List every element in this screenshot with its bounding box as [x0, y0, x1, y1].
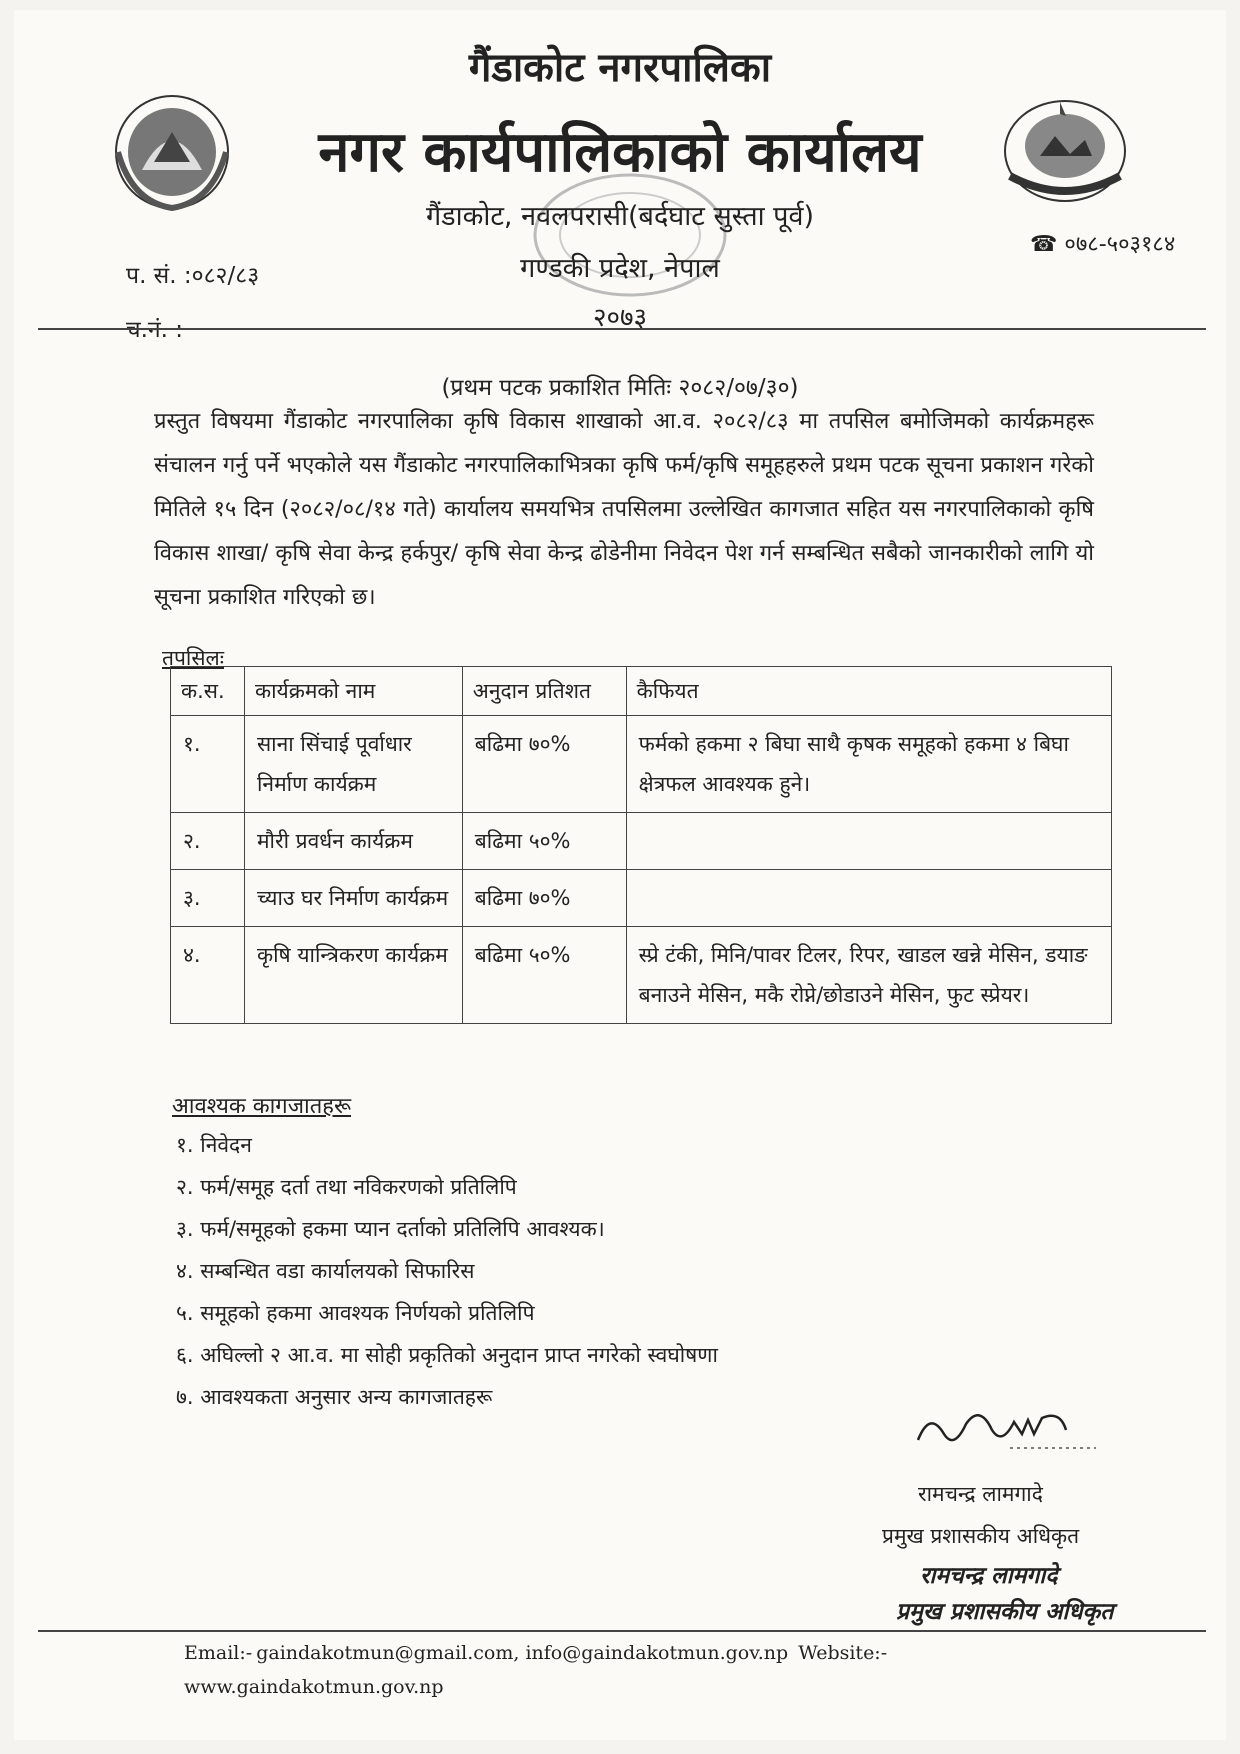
list-item: ४. सम्बन्धित वडा कार्यालयको सिफारिस	[176, 1259, 475, 1283]
serial-cell: ४.	[171, 927, 245, 1024]
reference-number: प. सं. :०८२/८३	[126, 263, 260, 289]
documents-heading: आवश्यक कागजातहरू	[172, 1094, 352, 1119]
table-header-row	[171, 667, 1112, 716]
stamp-title: प्रमुख प्रशासकीय अधिकृत	[896, 1599, 1114, 1625]
list-item: ६. अघिल्लो २ आ.व. मा सोही प्रकृतिको अनुदान प्राप्त नगरेको स्वघोषणा	[176, 1343, 718, 1367]
serial-cell: १.	[171, 716, 245, 813]
program-name-cell: साना सिंचाई पूर्वाधार निर्माण कार्यक्रम	[244, 716, 462, 813]
program-name-cell: मौरी प्रवर्धन कार्यक्रम	[244, 813, 462, 870]
stamp-name: रामचन्द्र लामगादे	[920, 1563, 1058, 1589]
signatory-title: प्रमुख प्रशासकीय अधिकृत	[882, 1524, 1080, 1548]
program-name-cell: कृषि यान्त्रिकरण कार्यक्रम	[244, 927, 462, 1024]
website-label: Website:-	[798, 1642, 888, 1664]
municipality-name: गैंडाकोट नगरपालिका	[468, 45, 772, 91]
table-row	[171, 927, 1112, 1024]
remarks-cell: फर्मको हकमा २ बिघा साथै कृषक समूहको हकमा ४ बिघा क्षेत्रफल आवश्यक हुने।	[626, 716, 1111, 813]
subsidy-cell: बढिमा ७०%	[462, 870, 626, 927]
website-link[interactable]: www.gaindakotmun.gov.np	[184, 1676, 444, 1698]
column-header: कार्यक्रमको नाम	[244, 667, 462, 716]
list-item: ५. समूहको हकमा आवश्यक निर्णयको प्रतिलिपि	[176, 1301, 535, 1325]
subsidy-cell: बढिमा ५०%	[462, 813, 626, 870]
footer-divider	[38, 1630, 1206, 1632]
email-addresses[interactable]: gaindakotmun@gmail.com, info@gaindakotmun.gov.np	[256, 1642, 789, 1664]
office-address: गैंडाकोट, नवलपरासी(बर्दघाट सुस्ता पूर्व)	[425, 201, 815, 232]
list-item: २. फर्म/समूह दर्ता तथा नविकरणको प्रतिलिपि	[176, 1175, 517, 1199]
publish-date: (प्रथम पटक प्रकाशित मितिः २०८२/०७/३०)	[441, 375, 799, 401]
phone-number: ☎ ०७८-५०३१८४	[1030, 232, 1176, 257]
subsidy-cell: बढिमा ७०%	[462, 716, 626, 813]
documents-list	[176, 1124, 718, 1418]
table-row	[171, 870, 1112, 927]
office-title: नगर कार्यपालिकाको कार्यालय	[318, 120, 922, 185]
handwritten-signature	[910, 1400, 1100, 1456]
subsidy-cell: बढिमा ५०%	[462, 927, 626, 1024]
remarks-cell	[626, 870, 1111, 927]
program-name-cell: च्याउ घर निर्माण कार्यक्रम	[244, 870, 462, 927]
column-header: अनुदान प्रतिशत	[462, 667, 626, 716]
notice-body: प्रस्तुत विषयमा गैंडाकोट नगरपालिका कृषि विकास शाखाको आ.व. २०८२/८३ मा तपसिल बमोजिमको कार्यक्रमहरू संचालन गर्नु पर्ने भएकोले यस गैंडाकोट नगरपालिकाभित्रका कृषि फर्म/कृषि समूहहरुले प्रथम पटक सूचना प्रकाशन गरेको मितिले १५ दिन (२०८२/०८/१४ गते) कार्यालय समयभित्र तपसिलमा उल्लेखित कागजात सहित यस नगरपालिकाको कृषि विकास शाखा/ कृषि सेवा केन्द्र हर्कपुर/ कृषि सेवा केन्द्र ढोडेनीमा निवेदन पेश गर्न सम्बन्धित सबैको जानकारीको लागि यो सूचना प्रकाशित गरिएको छ।	[154, 409, 1094, 610]
column-header: कैफियत	[626, 667, 1111, 716]
email-label: Email:-	[184, 1642, 253, 1664]
established-year: २०७३	[592, 303, 648, 333]
table-row	[171, 716, 1112, 813]
serial-cell: ३.	[171, 870, 245, 927]
program-table	[170, 666, 1112, 1024]
header-divider	[38, 328, 1206, 330]
list-item: ३. फर्म/समूहको हकमा प्यान दर्ताको प्रतिलिपि आवश्यक।	[176, 1217, 605, 1241]
office-province: गण्डकी प्रदेश, नेपाल	[520, 253, 720, 284]
dispatch-number: च.नं. :	[126, 317, 184, 343]
column-header: क.स.	[171, 667, 245, 716]
footer-contact	[184, 1636, 944, 1704]
serial-cell: २.	[171, 813, 245, 870]
list-item: ७. आवश्यकता अनुसार अन्य कागजातहरू	[176, 1385, 493, 1409]
signatory-name: रामचन्द्र लामगादे	[918, 1482, 1043, 1506]
remarks-cell: स्प्रे टंकी, मिनि/पावर टिलर, रिपर, खाडल खन्ने मेसिन, डयाङ बनाउने मेसिन, मकै रोप्ने/छोडाउने मेसिन, फुट स्प्रेयर।	[626, 927, 1111, 1024]
table-row	[171, 813, 1112, 870]
list-item: १. निवेदन	[176, 1133, 252, 1157]
remarks-cell	[626, 813, 1111, 870]
tapsil-label: तपसिलः	[162, 646, 225, 670]
